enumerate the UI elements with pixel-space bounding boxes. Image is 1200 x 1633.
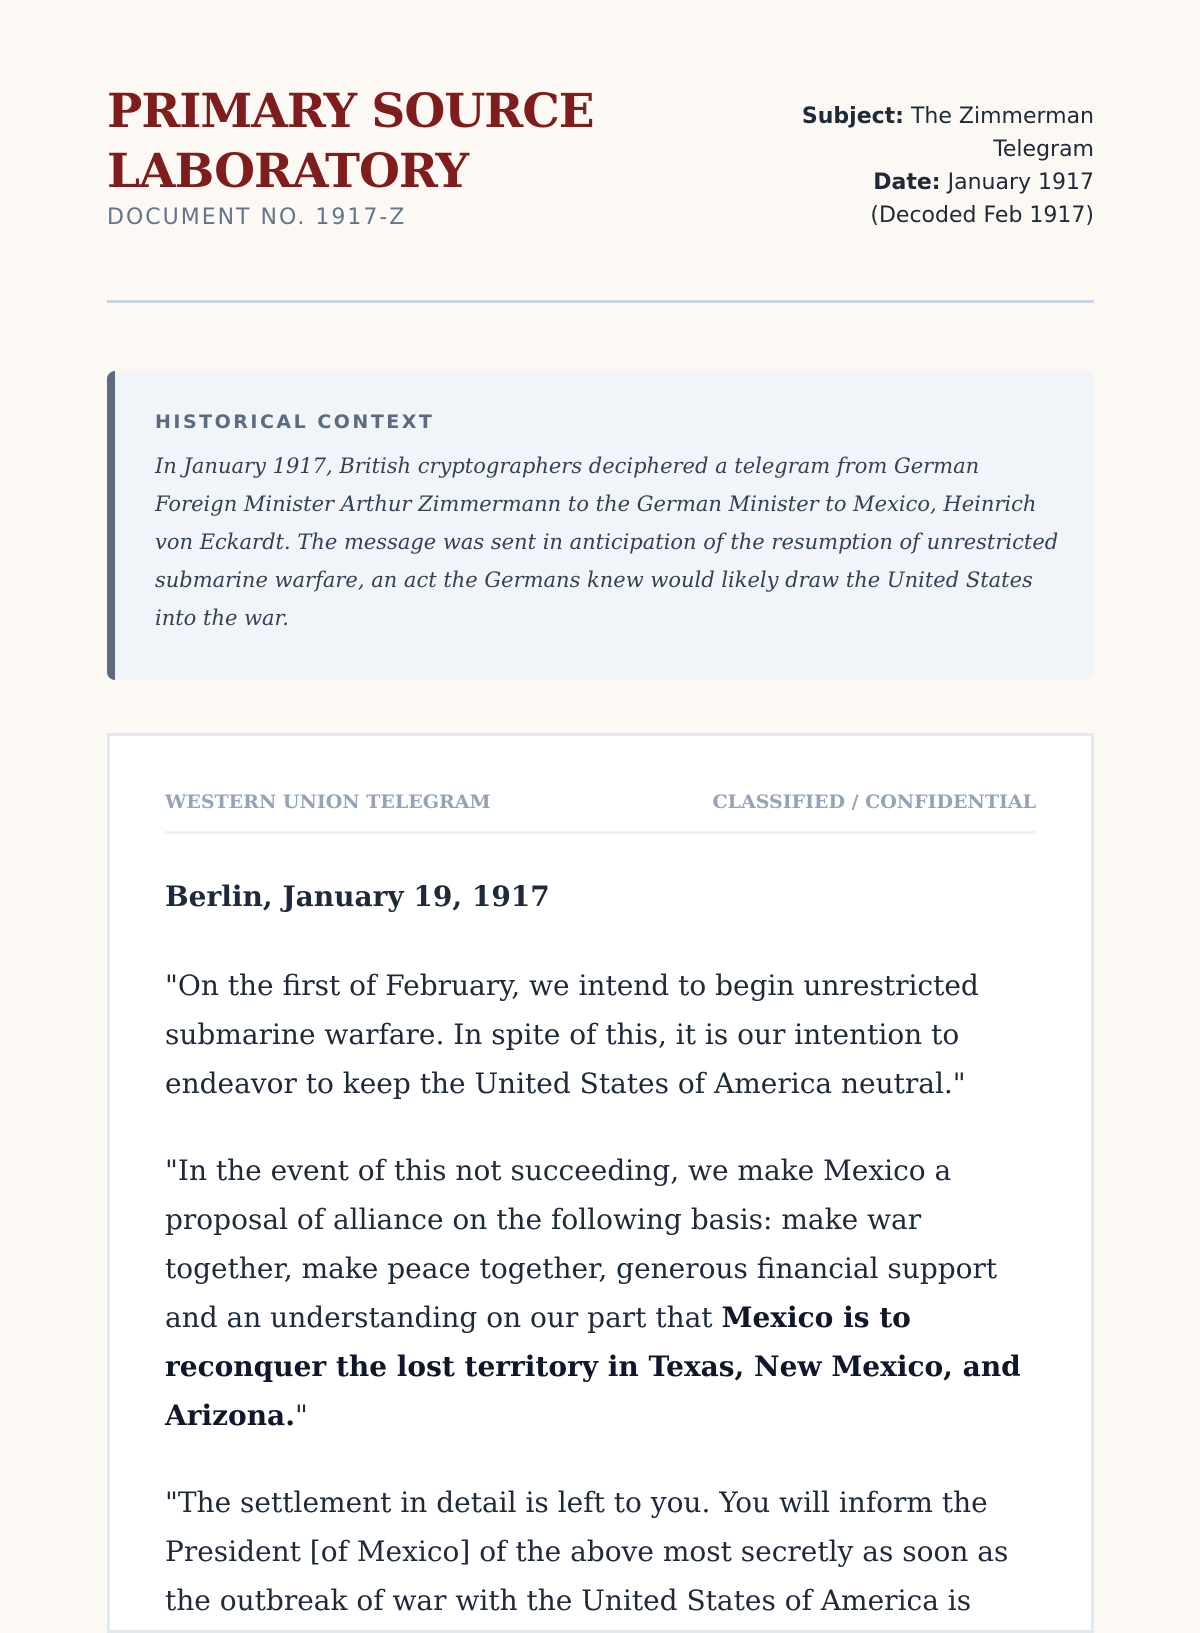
telegram-header (165, 791, 1036, 834)
telegram-paragraph (165, 1146, 1036, 1440)
telegram-dateline: Berlin, January 19, 1917 (165, 880, 550, 913)
document-page (107, 0, 1094, 1617)
telegram-header-right: CLASSIFIED / CONFIDENTIAL (712, 791, 1036, 813)
context-label: HISTORICAL CONTEXT (155, 411, 435, 433)
telegram-paragraph: "The settlement in detail is left to you. You will inform the President [of Mexico] of the above most secretly as soon as the outbreak of war with the United States of America is (165, 1486, 1009, 1617)
document-header (107, 0, 1094, 303)
page-title: PRIMARY SOURCE LABORATORY (107, 84, 594, 199)
document-meta (764, 100, 1094, 232)
paragraph-text: "In the event of this not succeeding, we make Mexico a proposal of alliance on the following basis: make war together, make peace together, generous financial support and an understanding on our part that (165, 1154, 998, 1334)
telegram-paragraph: "On the first of February, we intend to begin unrestricted submarine warfare. In spite of this, it is our intention to endeavor to keep the United States of America neutral." (165, 969, 979, 1100)
telegram-header-left: WESTERN UNION TELEGRAM (165, 791, 491, 813)
historical-context-box (107, 371, 1094, 680)
subject-label: Subject: (801, 104, 904, 129)
highlighted-text: Mexico is to reconquer the lost territory in Texas, New Mexico, and Arizona. (165, 1301, 1021, 1432)
date-label: Date: (873, 170, 941, 195)
date-line (764, 166, 1094, 232)
date-value: January 1917 (Decoded Feb 1917) (870, 170, 1094, 228)
telegram-card (107, 733, 1094, 1633)
context-text: In January 1917, British cryptographers deciphered a telegram from German Foreign Minister Arthur Zimmermann to the German Minister to Mexico, Heinrich von Eckardt. The message was sent in anticipation of the resumption of unrestricted submarine warfare, an act the Germans knew would likely draw the United States into the war. (155, 454, 1059, 630)
closing-quote: " (294, 1399, 308, 1432)
document-number: DOCUMENT NO. 1917-Z (107, 205, 407, 230)
subject-line (764, 100, 1094, 166)
subject-value: The Zimmerman Telegram (910, 104, 1094, 162)
